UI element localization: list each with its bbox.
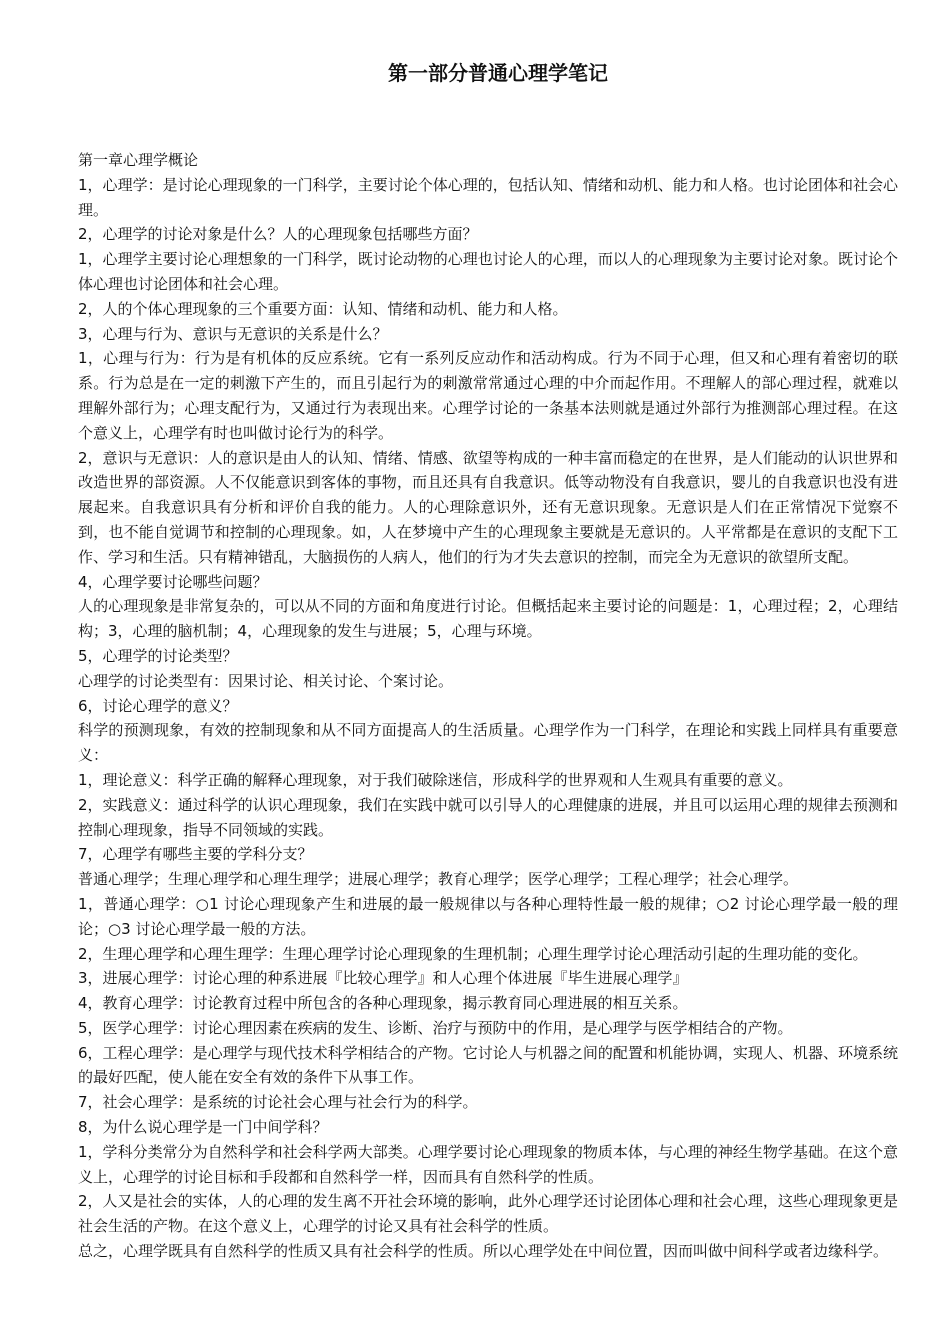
paragraph: 2，意识与无意识：人的意识是由人的认知、情绪、情感、欲望等构成的一种丰富而稳定的在世界，是人们能动的认识世界和改造世界的部资源。人不仅能意识到客体的事物，而且还具有自我意识。低等动物没有自我意识，婴儿的自我意识也没有进展起来。自我意识具有分析和评价自我的能力。人的心理除意识外，还有无意识现象。无意识是人们在正常情况下觉察不到，也不能自觉调节和控制的心理现象。如，人在梦境中产生的心理现象主要就是无意识的。人平常都是在意识的支配下工作、学习和生活。只有精神错乱，大脑损伤的人病人，他们的行为才失去意识的控制，而完全为无意识的欲望所支配。 <box>78 448 898 566</box>
document-body <box>78 148 898 1264</box>
paragraph: 3，进展心理学：讨论心理的种系进展『比较心理学』和人心理个体进展『毕生进展心理学』 <box>78 969 688 988</box>
paragraph: 2，人的个体心理现象的三个重要方面：认知、情绪和动机、能力和人格。 <box>78 299 568 318</box>
paragraph: 7，社会心理学：是系统的讨论社会心理与社会行为的科学。 <box>78 1093 478 1112</box>
paragraph: 2，人又是社会的实体，人的心理的发生离不开社会环境的影响，此外心理学还讨论团体心理和社会心理，这些心理现象更是社会生活的产物。在这个意义上，心理学的讨论又具有社会科学的性质。 <box>78 1192 898 1236</box>
paragraph: 1，普通心理学：○1 讨论心理现象产生和进展的最一般规律以与各种心理特性最一般的规律；○2 讨论心理学最一般的理论；○3 讨论心理学最一般的方法。 <box>78 894 898 938</box>
paragraph: 心理学的讨论类型有：因果讨论、相关讨论、个案讨论。 <box>78 671 454 690</box>
paragraph: 4，心理学要讨论哪些问题？ <box>78 572 268 591</box>
paragraph: 人的心理现象是非常复杂的，可以从不同的方面和角度进行讨论。但概括起来主要讨论的问题是：1，心理过程；2，心理结构；3，心理的脑机制；4，心理现象的发生与进展；5，心理与环境。 <box>78 597 898 641</box>
paragraph: 1，理论意义：科学正确的解释心理现象，对于我们破除迷信，形成科学的世界观和人生观具有重要的意义。 <box>78 770 793 789</box>
document-title: 第一部分普通心理学笔记 <box>388 61 608 85</box>
paragraph: 普通心理学；生理心理学和心理生理学；进展心理学；教育心理学；医学心理学；工程心理学；社会心理学。 <box>78 870 799 889</box>
paragraph: 8，为什么说心理学是一门中间学科？ <box>78 1118 328 1137</box>
paragraph: 科学的预测现象，有效的控制现象和从不同方面提高人的生活质量。心理学作为一门科学，在理论和实践上同样具有重要意义： <box>78 721 898 765</box>
paragraph: 2，生理心理学和心理生理学：生理心理学讨论心理现象的生理机制；心理生理学讨论心理活动引起的生理功能的变化。 <box>78 944 868 963</box>
paragraph: 1，心理学：是讨论心理现象的一门科学，主要讨论个体心理的，包括认知、情绪和动机、能力和人格。也讨论团体和社会心理。 <box>78 175 898 219</box>
paragraph: 5，心理学的讨论类型？ <box>78 646 238 665</box>
paragraph: 第一章心理学概论 <box>78 151 199 169</box>
paragraph: 5，医学心理学：讨论心理因素在疾病的发生、诊断、治疗与预防中的作用，是心理学与医学相结合的产物。 <box>78 1018 793 1037</box>
paragraph: 3，心理与行为、意识与无意识的关系是什么？ <box>78 324 388 343</box>
paragraph: 2，实践意义：通过科学的认识心理现象，我们在实践中就可以引导人的心理健康的进展，并且可以运用心理的规律去预测和控制心理现象，指导不同领域的实践。 <box>78 795 898 839</box>
paragraph: 2，心理学的讨论对象是什么？人的心理现象包括哪些方面？ <box>78 225 478 244</box>
paragraph: 6，工程心理学：是心理学与现代技术科学相结合的产物。它讨论人与机器之间的配置和机能协调，实现人、机器、环境系统的最好匹配，使人能在安全有效的条件下从事工作。 <box>78 1043 898 1087</box>
paragraph: 4，教育心理学：讨论教育过程中所包含的各种心理现象，揭示教育同心理进展的相互关系。 <box>78 994 688 1013</box>
paragraph: 总之，心理学既具有自然科学的性质又具有社会科学的性质。所以心理学处在中间位置，因而叫做中间科学或者边缘科学。 <box>78 1242 889 1261</box>
paragraph: 7，心理学有哪些主要的学科分支？ <box>78 845 313 864</box>
paragraph: 1，学科分类常分为自然科学和社会科学两大部类。心理学要讨论心理现象的物质本体，与心理的神经生物学基础。在这个意义上，心理学的讨论目标和手段都和自然科学一样，因而具有自然科学的性质。 <box>78 1142 898 1186</box>
paragraph: 1，心理与行为：行为是有机体的反应系统。它有一系列反应动作和活动构成。行为不同于心理，但又和心理有着密切的联系。行为总是在一定的刺激下产生的，而且引起行为的刺激常常通过心理的中介而起作用。不理解人的部心理过程，就难以理解外部行为；心理支配行为，又通过行为表现出来。心理学讨论的一条基本法则就是通过外部行为推测部心理过程。在这个意义上，心理学有时也叫做讨论行为的科学。 <box>78 349 898 442</box>
paragraph: 6，讨论心理学的意义？ <box>78 696 238 715</box>
paragraph: 1，心理学主要讨论心理想象的一门科学，既讨论动物的心理也讨论人的心理，而以人的心理现象为主要讨论对象。既讨论个体心理也讨论团体和社会心理。 <box>78 250 898 293</box>
